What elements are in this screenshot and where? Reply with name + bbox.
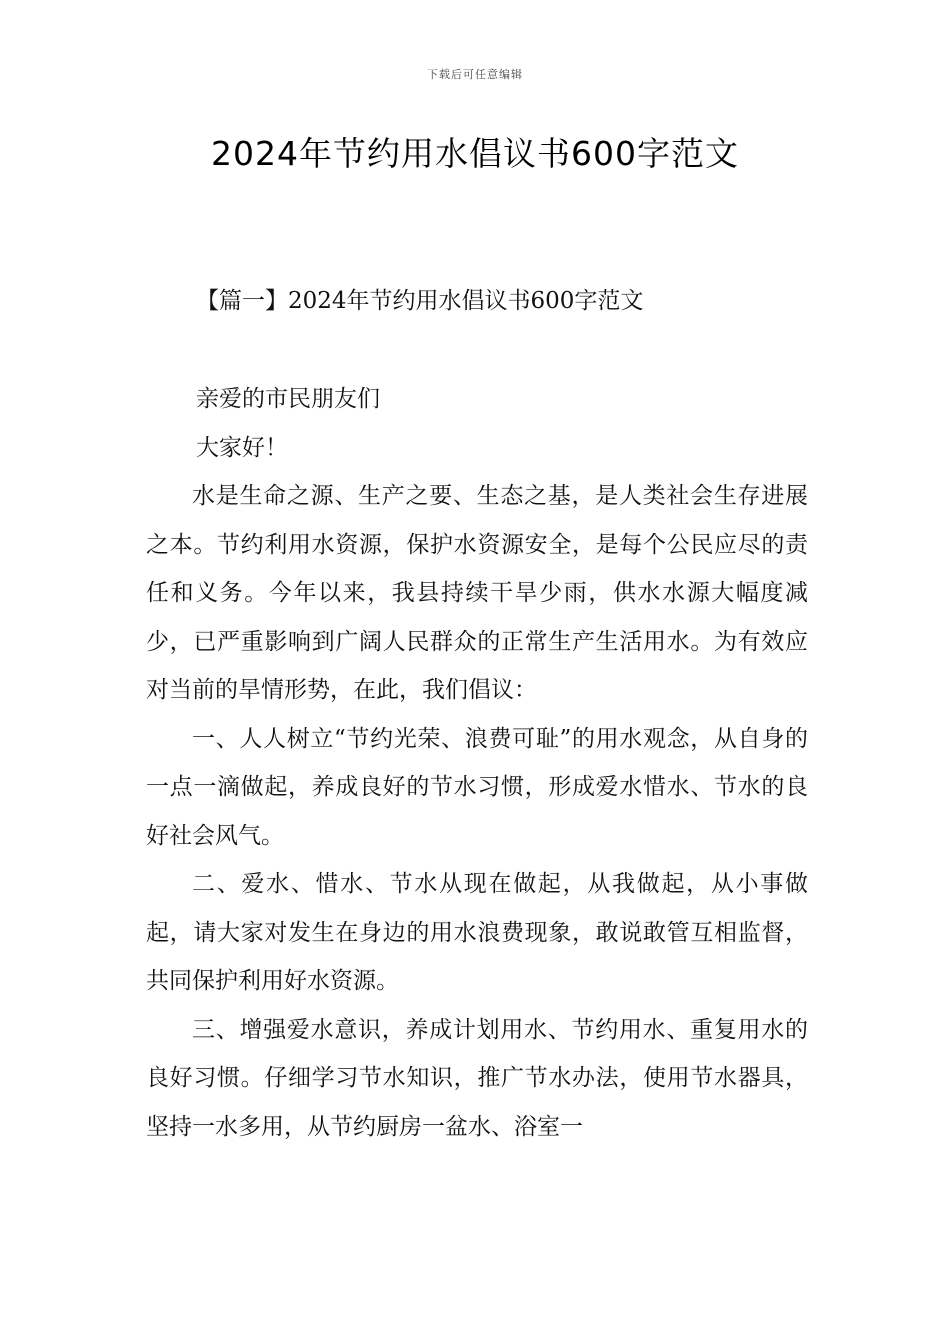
salutation	[196, 375, 380, 472]
greeting-line: 亲爱的市民朋友们	[196, 386, 380, 412]
document-title: 2024年节约用水倡议书600字范文	[211, 134, 739, 173]
body-text	[146, 472, 808, 1151]
paragraph-intro: 水是生命之源、生产之要、生态之基，是人类社会生存进展之本。节约利用水资源，保护水资源安全，是每个公民应尽的责任和义务。今年以来，我县持续干旱少雨，供水水源大幅度减少，已严重影响到广阔人民群众的正常生产生活用水。为有效应对当前的旱情形势，在此，我们倡议：	[146, 483, 808, 703]
hello-line: 大家好！	[196, 434, 288, 461]
paragraph-point-2: 二、爱水、惜水、节水从现在做起，从我做起，从小事做起，请大家对发生在身边的用水浪费现象，敢说敢管互相监督，共同保护利用好水资源。	[146, 871, 808, 994]
section-heading: 【篇一】2024年节约用水倡议书600字范文	[196, 288, 644, 314]
paragraph-point-1: 一、人人树立“节约光荣、浪费可耻”的用水观念，从自身的一点一滴做起，养成良好的节水习惯，形成爱水惜水、节水的良好社会风气。	[146, 725, 808, 849]
paragraph-point-3: 三、增强爱水意识，养成计划用水、节约用水、重复用水的良好习惯。仔细学习节水知识，推广节水办法，使用节水器具，坚持一水多用，从节约厨房一盆水、浴室一	[146, 1016, 808, 1140]
header-note: 下载后可任意编辑	[427, 68, 523, 81]
